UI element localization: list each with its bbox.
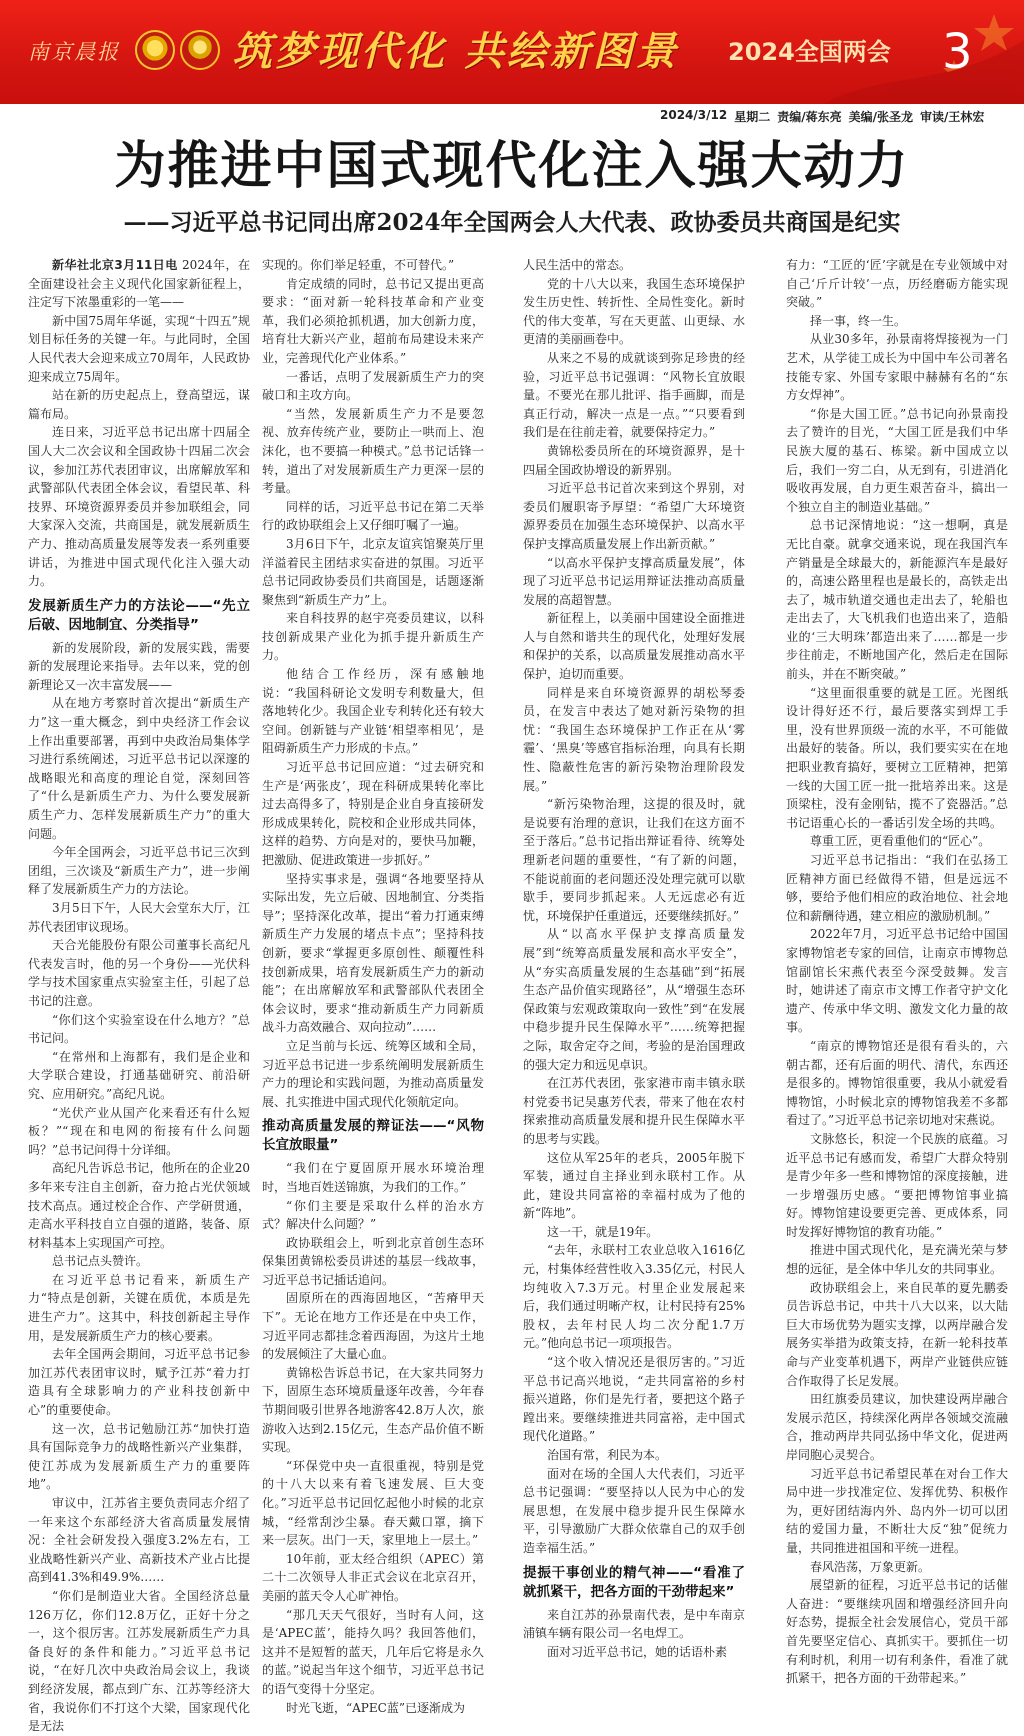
article-paragraph: 一番话，点明了发展新质生产力的突破口和主攻方向。 <box>262 369 484 403</box>
article-paragraph: 来自科技界的赵宇亮委员建议，以科技创新成果产业化为抓手提升新质生产力。 <box>262 611 484 663</box>
article-column-3 <box>523 256 745 1659</box>
article-paragraph: 固原所在的西海固地区，“苦瘠甲天下”。无论在地方工作还是在中央工作，习近平同志都挂念着西海固，为这片土地的发展倾注了大量心血。 <box>262 1291 484 1362</box>
section-heading: 提振干事创业的精气神——“看准了就抓紧干，把各方面的干劲带起来” <box>523 1564 745 1600</box>
article-paragraph: 3月5日下午，人民大会堂东大厅，江苏代表团审议现场。 <box>28 901 250 934</box>
article-paragraph: 时光飞逝，“APEC蓝”已逐渐成为 <box>286 1700 465 1715</box>
article-paragraph: 站在新的历史起点上，登高望远，谋篇布局。 <box>28 388 250 421</box>
article-paragraph: “新污染物治理，这提的很及时，就是说要有治理的意识，让我们在这方面不至于落后。”总书记指出辩证看待、统筹处理新老问题的重要性，“有了新的问题，不能说前面的老问题还没处理完就可以歇歇手，要同步抓起来。人无远虑必有近忧，环境保护任重道远，还要继续抓好。” <box>523 797 745 923</box>
article-paragraph: 这位从军25年的老兵，2005年脱下军装，通过自主择业到永联村工作。从此，建设共同富裕的幸福村成为了他的新“阵地”。 <box>523 1150 745 1221</box>
article-paragraph: 新征程上，以美丽中国建设全面推进人与自然和谐共生的现代化，处理好发展和保护的关系，以高质量发展推动高水平保护，迫切而重要。 <box>523 611 745 682</box>
article-paragraph: “光伏产业从国产化来看还有什么短板？”“现在和电网的衔接有什么问题吗？”总书记问得十分详细。 <box>28 1105 250 1157</box>
article-paragraph: “这个收入情况还是很厉害的。”习近平总书记高兴地说，“走共同富裕的乡村振兴道路，你们是先行者，要把这个路子蹚出来。要继续推进共同富裕，走中国式现代化道路。” <box>523 1355 745 1444</box>
article-paragraph: “你们主要是采取什么样的治水方式？解决什么问题？” <box>262 1198 484 1232</box>
article-paragraph: 3月6日下午，北京友谊宾馆聚英厅里洋溢着民主团结求实奋进的氛围。习近平总书记同政协委员们共商国是，话题逐渐聚焦到“新质生产力”上。 <box>262 536 484 607</box>
article-paragraph: 在习近平总书记看来，新质生产力“特点是创新，关键在质优，本质是先进生产力”。这其中，科技创新起主导作用，是发展新质生产力的核心要素。 <box>28 1272 250 1343</box>
article-paragraph: “这里面很重要的就是工匠。光图纸设计得好还不行，最后要落实到焊工手里，没有世界顶级一流的水平，不可能做出最好的装备。所以，我们要实实在在地把职业教育搞好，要树立工匠精神，把第一线的大国工匠一批一批培养出来。这是顶梁柱，没有金刚钻，揽不了瓷器活。”总书记语重心长的一番话引发全场的共鸣。 <box>786 685 1008 830</box>
article-paragraph: 习近平总书记希望民革在对台工作大局中进一步找准定位、发挥优势、积极作为，更好团结海内外、岛内外一切可以团结的爱国力量，不断壮大反“独”促统力量，共同推进祖国和平统一进程。 <box>786 1466 1008 1555</box>
article-paragraph: 习近平总书记首次来到这个界别，对委员们履职寄予厚望：“希望广大环境资源界委员在加强生态环境保护、以高水平保护支撑高质量发展上作出新贡献。” <box>523 481 745 551</box>
article-paragraph: 展望新的征程，习近平总书记的话催人奋进：“要继续巩固和增强经济回升向好态势，提振全社会发展信心，党员干部首先要坚定信心、真抓实干。要抓住一切有利时机，利用一切有利条件，看准了就抓紧干，把各方面的干劲带起来。” <box>786 1578 1008 1686</box>
article-paragraph: 他结合工作经历，深有感触地说：“我国科研论文发明专利数量大，但落地转化少。我国企业专利转化还有较大空间。创新链与产业链‘相望率相见’，是阻碍新质生产力形成的卡点。” <box>262 667 484 756</box>
cppcc-emblem-icon <box>180 30 220 70</box>
article-paragraph: 在江苏代表团，张家港市南丰镇永联村党委书记吴惠芳代表，带来了他在农村探索推动高质量发展和提升民生保障水平的思考与实践。 <box>523 1076 745 1146</box>
article-column-4 <box>786 256 1008 1686</box>
designer-credit: 美编/张圣龙 <box>848 110 914 124</box>
proofreader-credit: 审读/王林宏 <box>920 110 985 124</box>
article-paragraph: 田红旗委员建议，加快建设两岸融合发展示范区，持续深化两岸各领域交流融合，推动两岸共同弘扬中华文化，促进两岸同胞心灵契合。 <box>786 1392 1008 1462</box>
article-paragraph: 新的发展阶段，新的发展实践，需要新的发展理论来指导。去年以来，党的创新理论又一次丰富发展—— <box>28 640 250 692</box>
article-paragraph: 春风浩荡，万象更新。 <box>810 1559 931 1574</box>
article-paragraph: 黄锦松委员所在的环境资源界，是十四届全国政协增设的新界别。 <box>523 443 745 477</box>
article-paragraph: 面对习近平总书记，她的话语朴素 <box>547 1644 728 1659</box>
masthead-slogan: 筑梦现代化 共绘新图景 <box>232 28 679 75</box>
article-paragraph: 黄锦松告诉总书记，在大家共同努力下，固原生态环境质量逐年改善，今年春节期间吸引世界各地游客42.8万人次，旅游收入达到2.15亿元，生态产品价值不断实现。 <box>262 1365 484 1455</box>
article-paragraph: “南京的博物馆还是很有看头的，六朝古都，还有后面的明代、清代，东西还是很多的。博物馆很重要，我从小就爱看博物馆，小时候北京的博物馆我差不多都看过了。”习近平总书记亲切地对宋燕说。 <box>786 1038 1008 1128</box>
article-paragraph: 新华社北京3月11日电 2024年，在全面建设社会主义现代化国家新征程上，注定写下浓墨重彩的一笔—— <box>28 258 250 310</box>
article-paragraph: “去年，永联村工农业总收入1616亿元，村集体经营性收入3.35亿元，村民人均纯收入7.3万元。村里企业发展起来后，我们通过明晰产权，让村民持有25%股权，去年村民人均二次分配1.7万元。”他向总书记一项项报告。 <box>523 1243 745 1351</box>
newspaper-logo: 南京晨报 <box>28 40 120 64</box>
article-paragraph: “在常州和上海都有，我们是企业和大学联合建设，打通基础研究、前沿研究、应用研究。”高纪凡说。 <box>28 1049 250 1101</box>
article-paragraph: 来自江苏的孙景南代表，是中车南京浦镇车辆有限公司一名电焊工。 <box>523 1607 745 1641</box>
article-paragraph: 连日来，习近平总书记出席十四届全国人大二次会议和全国政协十四届二次会议，参加江苏代表团审议，出席解放军和武警部队代表团全体会议，看望民革、科技界、环境资源界委员并参加联组会，同大家深入交流，共商国是，就发展新质生产力、推动高质量发展等发表一系列重要讲话，为推进中国式现代化注入强大动力。 <box>28 425 250 589</box>
masthead-event: 2024全国两会 <box>728 38 891 66</box>
issue-date: 2024/3/12 <box>660 108 728 122</box>
editor-credit: 责编/蒋东亮 <box>777 110 842 124</box>
article-paragraph: 10年前，亚太经合组织（APEC）第二十二次领导人非正式会议在北京召开，美丽的蓝天令人心旷神怡。 <box>262 1551 484 1603</box>
article-paragraph: 有力：“工匠的‘匠’字就是在专业领域中对自己‘斤斤计较’一点，历经磨砺方能实现突破。” <box>786 258 1008 310</box>
article-paragraph: 今年全国两会，习近平总书记三次到团组，三次谈及“新质生产力”，进一步阐释了发展新质生产力的方法论。 <box>28 845 250 897</box>
article-paragraph: 同样是来自环境资源界的胡松琴委员，在发言中表达了她对新污染物的担忧：“我国生态环境保护工作正在从‘雾霾’、‘黑臭’等感官指标治理，向具有长期性、隐蔽性危害的新污染物治理阶段发展。” <box>523 685 745 793</box>
masthead <box>0 0 1024 104</box>
article-paragraph: 政协联组会上，听到北京首创生态环保集团黄锦松委员讲述的基层一线故事，习近平总书记插话追问。 <box>262 1235 484 1287</box>
article-paragraph: 面对在场的全国人大代表们，习近平总书记强调：“要坚持以人民为中心的发展思想，在发展中稳步提升民生保障水平，引导激励广大群众依靠自己的双手创造幸福生活。” <box>523 1466 745 1555</box>
issue-info <box>660 108 1016 126</box>
article-paragraph: “你们是制造业大省。全国经济总量126万亿，你们12.8万亿，正好十分之一，这个很厉害。江苏发展新质生产力具备良好的条件和能力。”习近平总书记说，“在好几次中央政治局会议上，我谈到经济发展，都点到广东、江苏等经济大省，我说你们不打这个大梁，国家现代化是无法 <box>28 1588 250 1734</box>
article-paragraph: 高纪凡告诉总书记，他所在的企业20多年来专注自主创新，奋力抢占光伏领域技术高点。通过校企合作、产学研贯通，走高水平科技自立自强的道路，装备、原材料基本上实现国产可控。 <box>28 1161 250 1250</box>
article-paragraph: 推进中国式现代化，是充满光荣与梦想的远征，是全体中华儿女的共同事业。 <box>786 1243 1008 1277</box>
article-paragraph: 党的十八大以来，我国生态环境保护发生历史性、转折性、全局性变化。新时代的伟大变革，写在天更蓝、山更绿、水更清的美丽画卷中。 <box>523 276 745 347</box>
article-paragraph: 审议中，江苏省主要负责同志介绍了一年来这个东部经济大省高质量发展情况：全社会研发投入强度3.2%左右，工业战略性新兴产业、高新技术产业占比提高到41.3%和49.9%…… <box>28 1496 250 1585</box>
article-paragraph: 总书记深情地说：“这一想啊，真是无比自豪。就拿交通来说，现在我国汽车产销量是全球最大的，新能源汽车是最好的，高速公路里程也是最长的，高铁走出去了，城市轨道交通也走出去了，轮船也走出去了，大飞机我们也造出来了，造船业的‘三大明珠’都造出来了……都是一步步往前走，不断地国产化，然后走在国际前头，并在不断突破。” <box>786 518 1008 682</box>
article-paragraph: 从“以高水平保护支撑高质量发展”到“统筹高质量发展和高水平安全”，从“夯实高质量发展的生态基础”到“拓展生态产品价值实现路径”，从“增强生态环保政策与宏观政策取向一致性”到“在发展中稳步提升民生保障水平”……统筹把握之际，取舍定夺之间，考验的是治国理政的强大定力和远见卓识。 <box>523 927 745 1072</box>
article-paragraph: 2022年7月，习近平总书记给中国国家博物馆老专家的回信，让南京市博物总馆副馆长宋燕代表至今深受鼓舞。发言时，她讲述了南京市文博工作者守护文化遗产、传承中华文明、激发文化力量的故事。 <box>786 927 1008 1035</box>
article-paragraph: 新中国75周年华诞，实现“十四五”规划目标任务的关键一年。与此同时，全国人民代表大会迎来成立70周年，人民政协迎来成立75周年。 <box>28 313 250 384</box>
article-paragraph: 政协联组会上，来自民革的夏先鹏委员告诉总书记，中共十八大以来，以大陆巨大市场优势为题实支撑，以两岸融合发展务实举措为政策支持，在新一轮科技革命与产业变革机遇下，两岸产业链供应链合作取得了长足发展。 <box>786 1280 1008 1388</box>
article-paragraph: 实现的。你们举足轻重，不可替代。” <box>262 258 455 272</box>
article-paragraph: “你是大国工匠。”总书记向孙景南投去了赞许的目光，“大国工匠是我们中华民族大厦的基石、栋梁。新中国成立以后，我们一穷二白，从无到有，引进消化吸收再发展，自力更生艰苦奋斗，搞出一个独立自主的制造业基础。” <box>786 406 1008 514</box>
article-paragraph: 天合光能股份有限公司董事长高纪凡代表发言时，他的另一个身份——光伏科学与技术国家重点实验室主任，引起了总书记的注意。 <box>28 938 250 1008</box>
article-paragraph: 治国有常，利民为本。 <box>547 1448 668 1462</box>
article-paragraph: 坚持实事求是，强调“各地要坚持从实际出发，先立后破、因地制宜、分类指导”；坚持深化改革，提出“着力打通束缚新质生产力发展的堵点卡点”；坚持科技创新，要求“掌握更多原创性、颠覆性科技创新成果，培育发展新质生产力的新动能”；在出席解放军和武警部队代表团全体会议时，要求“推动新质生产力同新质战斗力高效融合、双向拉动”…… <box>262 871 484 1035</box>
article-column-1 <box>28 256 250 1734</box>
article-paragraph: 择一事，终一生。 <box>810 313 907 328</box>
article-paragraph: 这一次，总书记勉励江苏“加快打造具有国际竞争力的战略性新兴产业集群，使江苏成为发展新质生产力的重要阵地”。 <box>28 1421 250 1492</box>
article-paragraph: 人民生活中的常态。 <box>523 258 632 272</box>
article-paragraph: “以高水平保护支撑高质量发展”，体现了习近平总书记运用辩证法推动高质量发展的高超智慧。 <box>523 555 745 607</box>
article-paragraph: “你们这个实验室设在什么地方？”总书记问。 <box>28 1012 250 1046</box>
article-paragraph: 去年全国两会期间，习近平总书记参加江苏代表团审议时，赋予江苏“着力打造具有全球影响力的产业科技创新中心”的重要使命。 <box>28 1347 250 1418</box>
article-paragraph: 从在地方考察时首次提出“新质生产力”这一重大概念，到中央经济工作会议上作出重要部署，再到中央政治局集体学习进行系统阐述，习近平总书记以深邃的战略眼光和高度的理论自觉，深刻回答了“什么是新质生产力、为什么要发展新质生产力、怎样发展新质生产力”的重大问题。 <box>28 696 250 841</box>
article-column-2 <box>262 256 484 1715</box>
issue-weekday: 星期二 <box>734 110 771 124</box>
dateline: 新华社北京3月11日电 <box>52 258 178 272</box>
page-headline: 为推进中国式现代化注入强大动力 <box>114 137 910 196</box>
article-paragraph: 肯定成绩的同时，总书记又提出更高要求：“面对新一轮科技革命和产业变革，我们必须抢抓机遇，加大创新力度，培育壮大新兴产业，超前布局建设未来产业，完善现代化产业体系。” <box>262 276 484 365</box>
article-paragraph: 同样的话，习近平总书记在第二天举行的政协联组会上又仔细叮嘱了一遍。 <box>262 499 484 533</box>
article-paragraph: 文脉悠长，积淀一个民族的底蕴。习近平总书记有感而发，希望广大群众特别是青少年多一些和博物馆的深度接触，进一步增强历史感。“要把博物馆事业搞好。博物馆建设要更完善、更成体系，同时发挥好博物馆的教育功能。” <box>786 1131 1008 1239</box>
article-paragraph: 从业30多年，孙景南将焊接视为一门艺术，从学徒工成长为中国中车公司著名技能专家、外国专家眼中赫赫有名的“东方女焊神”。 <box>786 332 1008 403</box>
article-paragraph: 总书记点头赞许。 <box>52 1254 149 1269</box>
page-number: 3 <box>942 24 973 80</box>
article-paragraph: “我们在宁夏固原开展水环境治理时，当地百姓送锦旗，为我们的工作。” <box>262 1161 484 1194</box>
article-paragraph: “那几天天气很好，当时有人问，这是‘APEC蓝’，能持久吗？我回答他们，这并不是短暂的蓝天，几年后它将是永久的蓝。”说起当年这个细节，习近平总书记的语气变得十分坚定。 <box>262 1607 484 1696</box>
article-paragraph: 习近平总书记指出：“我们在弘扬工匠精神方面已经做得不错，但是远远不够，要给予他们相应的政治地位、社会地位和薪酬待遇，建立相应的激励机制。” <box>786 853 1008 923</box>
article-paragraph: “环保党中央一直很重视，特别是党的十八大以来有着飞速发展、巨大变化。”习近平总书记回忆起他小时候的北京城，“经常刮沙尘暴。春天戴口罩，摘下来一层灰。出门一天，家里地上一层土。” <box>262 1458 484 1548</box>
section-heading: 推动高质量发展的辩证法——“风物长宜放眼量” <box>262 1118 484 1154</box>
article-paragraph: “当然，发展新质生产力不是要忽视、放弃传统产业，要防止一哄而上、泡沫化，也不要搞一种模式。”总书记话锋一转，道出了对发展新质生产力更深一层的考量。 <box>262 406 484 496</box>
article-paragraph: 这一干，就是19年。 <box>547 1224 659 1239</box>
national-emblem-icon <box>135 30 175 70</box>
article-paragraph: 从来之不易的成就谈到弥足珍贵的经验，习近平总书记强调：“风物长宜放眼量。不要光在那儿批评、指手画脚，而是真正行动，解决一点是一点。”“只要看到我们是在往前走着，就要保持定力。” <box>523 350 745 440</box>
article-paragraph: 尊重工匠，更看重他们的“匠心”。 <box>810 834 991 849</box>
article-paragraph: 立足当前与长远、统筹区域和全局，习近平总书记进一步系统阐明发展新质生产力的理论和实践问题，为推动高质量发展、扎实推进中国式现代化领航定向。 <box>262 1038 484 1109</box>
page-subheadline: ——习近平总书记同出席2024年全国两会人大代表、政协委员共商国是纪实 <box>123 209 901 236</box>
article-paragraph: 习近平总书记回应道：“过去研究和生产是‘两张皮’，现在科研成果转化率比过去高得多了，特别是企业自身直接研发形成成果转化，院校和企业形成共同体，这样的趋势、方向是对的，要快马加鞭，把激励、促进政策进一步抓好。” <box>262 760 484 867</box>
section-heading: 发展新质生产力的方法论——“先立后破、因地制宜、分类指导” <box>28 597 250 633</box>
